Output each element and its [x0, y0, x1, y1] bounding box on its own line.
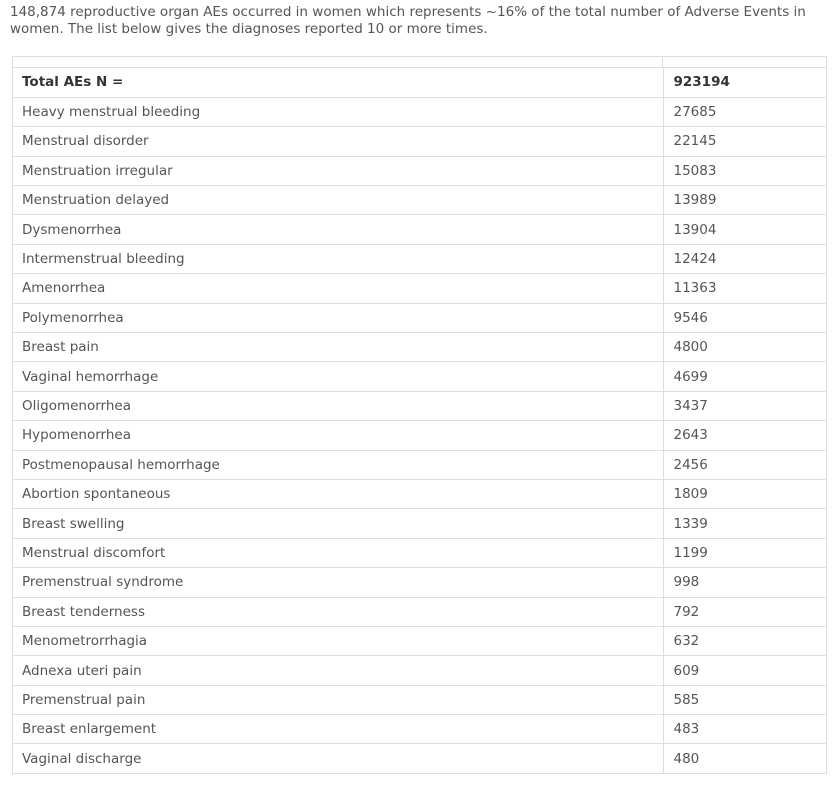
count-cell: 27685 [663, 97, 826, 126]
diagnosis-cell: Amenorrhea [13, 274, 663, 303]
table-row [13, 744, 826, 773]
table-row [13, 685, 826, 714]
diagnosis-cell: Menometrorrhagia [13, 626, 663, 655]
count-cell: 1809 [663, 479, 826, 508]
count-cell: 15083 [663, 156, 826, 185]
table-row [13, 479, 826, 508]
count-cell: 1339 [663, 509, 826, 538]
table-row [13, 391, 826, 420]
table-row [13, 97, 826, 126]
table-row [13, 597, 826, 626]
table-row [13, 509, 826, 538]
count-cell: 609 [663, 656, 826, 685]
table-header-row [13, 68, 826, 97]
count-cell: 13904 [663, 215, 826, 244]
table-spacer-cell [13, 57, 663, 67]
table-row [13, 715, 826, 744]
table-row [13, 421, 826, 450]
diagnosis-cell: Breast pain [13, 333, 663, 362]
count-cell: 480 [663, 744, 826, 773]
count-cell: 3437 [663, 391, 826, 420]
diagnosis-cell: Hypomenorrhea [13, 421, 663, 450]
table-row [13, 186, 826, 215]
table-row [13, 127, 826, 156]
diagnosis-cell: Vaginal discharge [13, 744, 663, 773]
count-cell: 22145 [663, 127, 826, 156]
diagnosis-cell: Adnexa uteri pain [13, 656, 663, 685]
count-cell: 792 [663, 597, 826, 626]
table-row [13, 538, 826, 567]
table-row [13, 450, 826, 479]
diagnosis-cell: Vaginal hemorrhage [13, 362, 663, 391]
count-cell: 632 [663, 626, 826, 655]
table-row [13, 244, 826, 273]
table-row [13, 362, 826, 391]
diagnosis-cell: Intermenstrual bleeding [13, 244, 663, 273]
diagnosis-cell: Postmenopausal hemorrhage [13, 450, 663, 479]
count-cell: 585 [663, 685, 826, 714]
count-cell: 2643 [663, 421, 826, 450]
table-spacer-row [13, 56, 826, 68]
diagnosis-cell: Menstruation delayed [13, 186, 663, 215]
diagnosis-cell: Menstrual discomfort [13, 538, 663, 567]
diagnosis-cell: Oligomenorrhea [13, 391, 663, 420]
count-cell: 9546 [663, 303, 826, 332]
table-row [13, 303, 826, 332]
diagnosis-cell: Abortion spontaneous [13, 479, 663, 508]
diagnoses-table-body [13, 68, 826, 773]
diagnosis-cell: Menstrual disorder [13, 127, 663, 156]
count-cell: 11363 [663, 274, 826, 303]
table-row [13, 215, 826, 244]
table-row [13, 568, 826, 597]
count-cell: 1199 [663, 538, 826, 567]
table-row [13, 333, 826, 362]
table-row [13, 656, 826, 685]
count-cell: 998 [663, 568, 826, 597]
diagnosis-cell: Breast enlargement [13, 715, 663, 744]
diagnoses-table [13, 68, 826, 773]
count-cell: 4800 [663, 333, 826, 362]
table-row [13, 626, 826, 655]
diagnosis-cell: Breast swelling [13, 509, 663, 538]
table-row [13, 274, 826, 303]
diagnosis-cell: Premenstrual pain [13, 685, 663, 714]
intro-paragraph: 148,874 reproductive organ AEs occurred in women which represents ~16% of the total number of Adverse Events in women. The list below gives the diagnoses reported 10 or more times. [10, 4, 806, 37]
diagnosis-cell: Polymenorrhea [13, 303, 663, 332]
diagnosis-cell: Dysmenorrhea [13, 215, 663, 244]
total-aes-value: 923194 [663, 68, 826, 97]
table-row [13, 156, 826, 185]
total-aes-label: Total AEs N = [13, 68, 663, 97]
diagnosis-cell: Premenstrual syndrome [13, 568, 663, 597]
diagnosis-cell: Heavy menstrual bleeding [13, 97, 663, 126]
count-cell: 4699 [663, 362, 826, 391]
diagnosis-cell: Breast tenderness [13, 597, 663, 626]
diagnosis-cell: Menstruation irregular [13, 156, 663, 185]
count-cell: 483 [663, 715, 826, 744]
diagnoses-table-container [12, 56, 827, 774]
count-cell: 13989 [663, 186, 826, 215]
count-cell: 2456 [663, 450, 826, 479]
count-cell: 12424 [663, 244, 826, 273]
